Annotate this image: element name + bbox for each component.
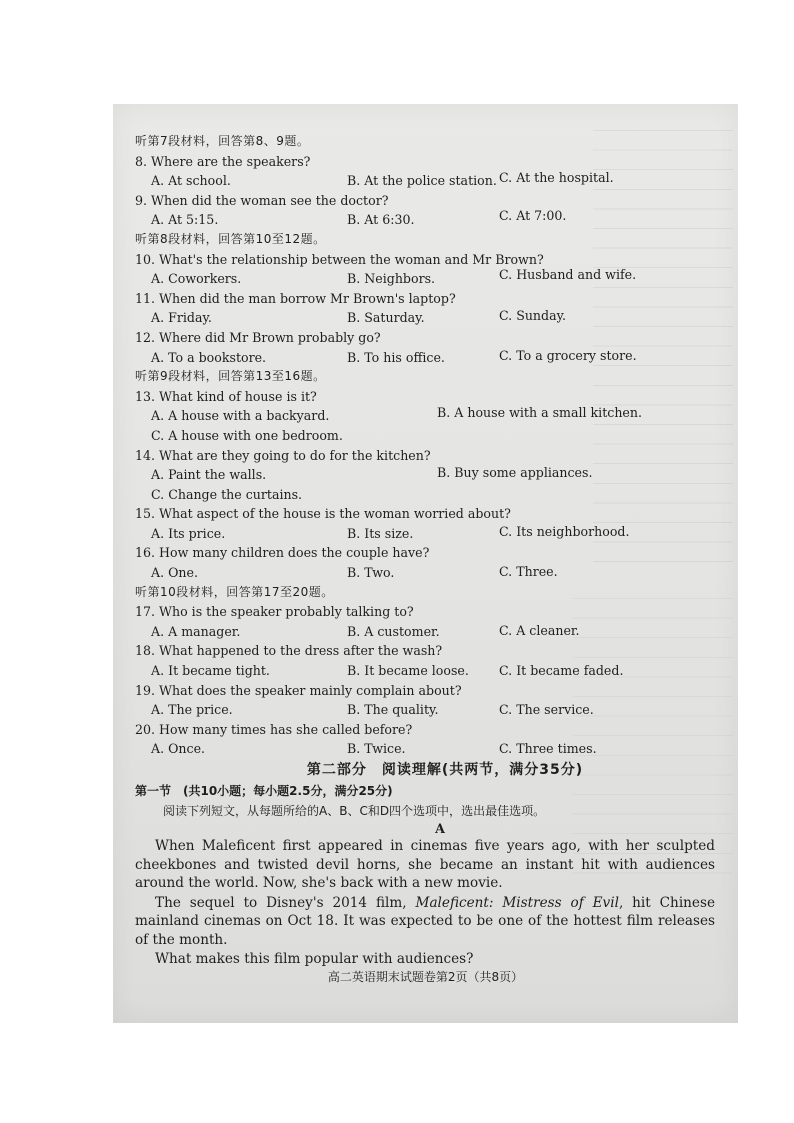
exam-content: [135, 132, 725, 970]
question-stem: 17. Who is the speaker probably talking to?: [135, 604, 414, 620]
options-row: [135, 700, 725, 720]
option-c: C. To a grocery store.: [499, 347, 637, 363]
option-b: B. It became loose.: [347, 663, 469, 679]
question-stem: 9. When did the woman see the doctor?: [135, 192, 389, 208]
options-row: [135, 406, 725, 426]
question-stem: 16. How many children does the couple have?: [135, 545, 430, 561]
options-row: [135, 426, 725, 446]
option-c: C. At 7:00.: [499, 208, 567, 224]
option-a: A. The price.: [151, 702, 233, 718]
options-row: [135, 739, 725, 759]
option-c: C. Husband and wife.: [499, 267, 637, 283]
option-c: C. A cleaner.: [499, 622, 580, 638]
options-row: [135, 563, 725, 583]
option-a: A. At school.: [151, 173, 231, 189]
passage-paragraph: When Maleficent first appeared in cinemas five years ago, with her sculpted cheekbones and twisted devil horns, she became an instant hit with audiences around the world. Now, she's back with a new movie.: [135, 838, 715, 891]
option-b: B. At 6:30.: [347, 212, 415, 228]
options-row: [135, 210, 725, 230]
section-header: 听第10段材料，回答第17至20题。: [135, 584, 334, 599]
option-c: C. Sunday.: [499, 308, 567, 324]
options-row: [135, 269, 725, 289]
option-b: B. The quality.: [347, 702, 439, 718]
section-header: 听第8段材料，回答第10至12题。: [135, 231, 326, 246]
page-footer: 高二英语期末试题卷第2页（共8页）: [327, 970, 524, 984]
section-title: 第一节 (共10小题；每小题2.5分，满分25分): [135, 784, 393, 798]
option-c: C. It became faded.: [499, 663, 624, 679]
option-a: A. Paint the walls.: [151, 467, 267, 483]
option-b: B. Twice.: [347, 741, 406, 757]
question-stem: 19. What does the speaker mainly complain about?: [135, 682, 462, 698]
option-a: A. Once.: [151, 741, 206, 757]
option-c: C. At the hospital.: [499, 170, 614, 186]
option-c: C. The service.: [499, 702, 594, 718]
option-b: B. Two.: [347, 565, 395, 581]
option-b: B. A customer.: [347, 623, 440, 639]
option-b: B. Saturday.: [347, 310, 425, 326]
option-a: A. A manager.: [151, 623, 241, 639]
instruction: 阅读下列短文，从每题所给的A、B、C和D四个选项中，选出最佳选项。: [163, 804, 546, 818]
passage-paragraph: What makes this film popular with audiences?: [155, 951, 474, 967]
option-b: B. At the police station.: [347, 173, 497, 189]
scanned-page-photo: [113, 104, 738, 1023]
question-stem: 11. When did the man borrow Mr Brown's laptop?: [135, 290, 456, 306]
section-header: 听第9段材料，回答第13至16题。: [135, 369, 326, 384]
section-header: 听第7段材料，回答第8、9题。: [135, 134, 310, 148]
option-c: C. Three times.: [499, 741, 597, 757]
option-b: B. Its size.: [347, 525, 414, 541]
question-stem: 15. What aspect of the house is the woman worried about?: [135, 506, 511, 522]
options-row: [135, 171, 725, 191]
option-a: A. It became tight.: [151, 663, 270, 679]
options-row: [135, 348, 725, 368]
option-b: B. Neighbors.: [347, 271, 436, 287]
option-a: A. Coworkers.: [151, 271, 242, 287]
option-c: C. Its neighborhood.: [499, 523, 630, 539]
options-row: [135, 524, 725, 544]
film-title: Maleficent: Mistress of Evil: [415, 894, 619, 911]
option-b: B. A house with a small kitchen.: [437, 405, 642, 421]
passage-label: A: [435, 821, 445, 836]
option-c: C. A house with one bedroom.: [151, 427, 343, 443]
question-stem: 14. What are they going to do for the kitchen?: [135, 447, 431, 463]
option-c: C. Change the curtains.: [151, 486, 303, 502]
question-stem: 10. What's the relationship between the woman and Mr Brown?: [135, 251, 544, 267]
question-stem: 18. What happened to the dress after the wash?: [135, 643, 443, 659]
option-a: A. Friday.: [151, 310, 212, 326]
option-b: B. To his office.: [347, 349, 445, 365]
question-stem: 8. Where are the speakers?: [135, 153, 311, 169]
options-row: [135, 465, 725, 485]
options-row: [135, 308, 725, 328]
option-a: A. To a bookstore.: [151, 349, 267, 365]
option-c: C. Three.: [499, 564, 558, 580]
option-a: A. One.: [151, 565, 198, 581]
option-a: A. A house with a backyard.: [151, 408, 330, 424]
option-a: A. Its price.: [151, 525, 226, 541]
passage-paragraph: The sequel to Disney's 2014 film, Maleficent: Mistress of Evil, hit Chinese mainland cinemas on Oct 18. It was expected to be one of the hottest film releases of the month.: [135, 894, 715, 948]
option-b: B. Buy some appliances.: [437, 465, 593, 481]
options-row: [135, 485, 725, 505]
options-row: [135, 622, 725, 642]
part-title: 第二部分 阅读理解(共两节，满分35分): [306, 762, 584, 778]
question-stem: 13. What kind of house is it?: [135, 388, 317, 404]
question-stem: 20. How many times has she called before?: [135, 721, 413, 737]
question-stem: 12. Where did Mr Brown probably go?: [135, 329, 381, 345]
option-a: A. At 5:15.: [151, 212, 219, 228]
options-row: [135, 661, 725, 681]
